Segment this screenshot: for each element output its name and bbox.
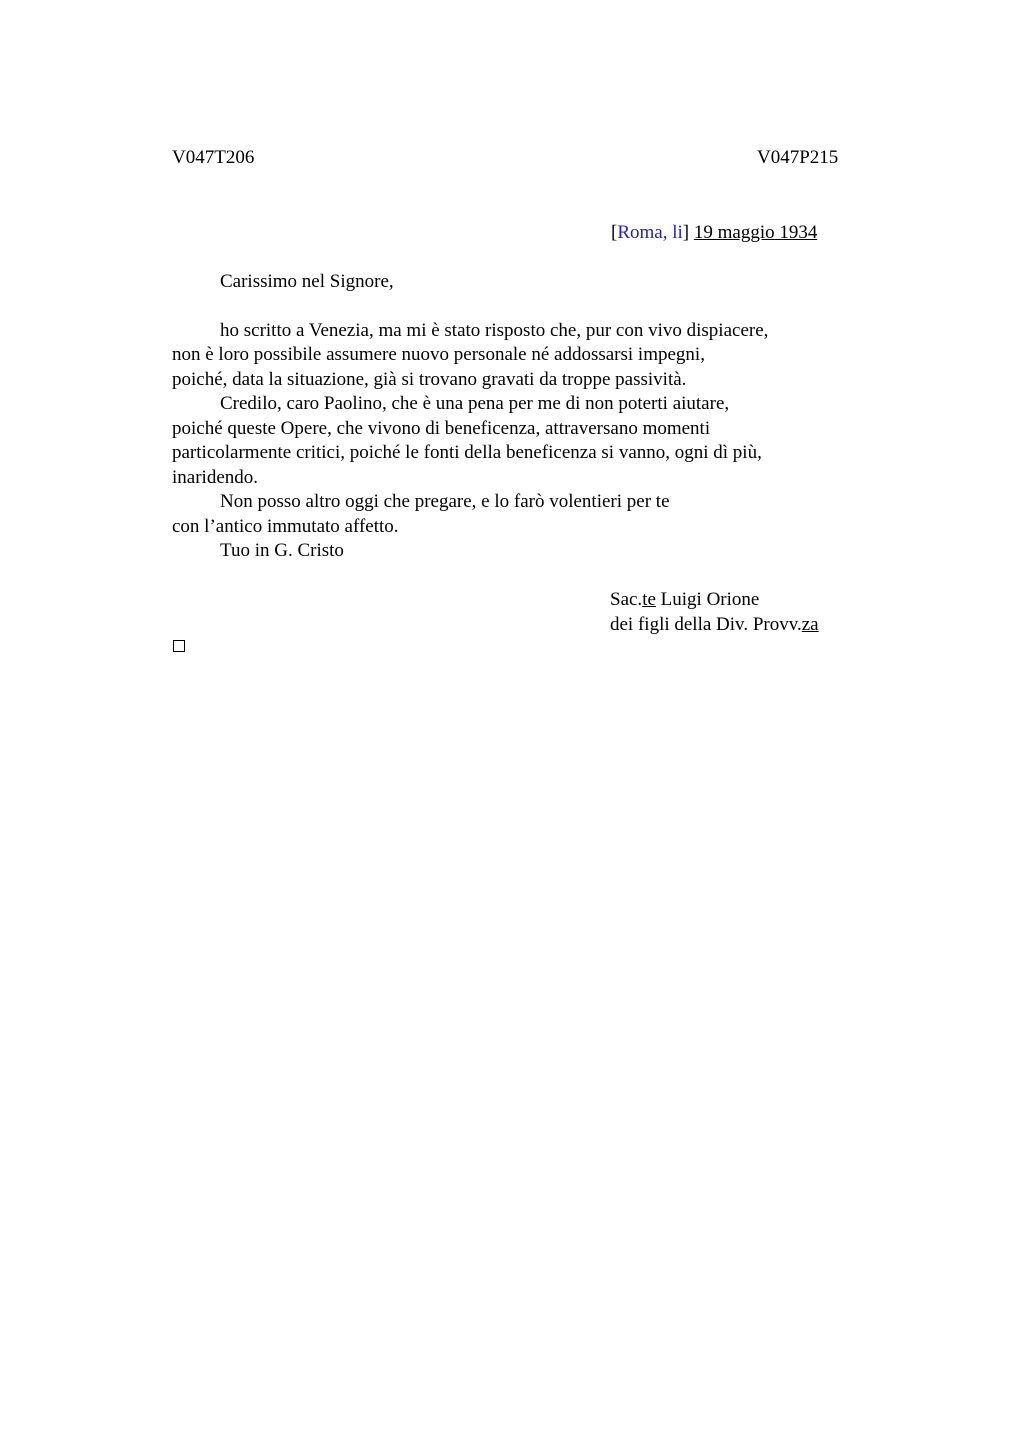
paragraph-2-line: poiché queste Opere, che vivono di beneficenza, attraversano momenti xyxy=(172,417,711,439)
paragraph-2-line: inaridendo. xyxy=(172,466,259,488)
signature-name: Luigi Orione xyxy=(655,589,760,610)
paragraph-gap xyxy=(172,295,872,319)
paragraph-1-line: poiché, data la situazione, già si trovano gravati da troppe passività. xyxy=(172,368,687,390)
dateline-open-bracket: [ xyxy=(611,222,618,243)
signature-title: Sac. xyxy=(610,589,643,610)
paragraph-2-line: particolarmente critici, poiché le fonti della beneficenza si vanno, ogni dì più, xyxy=(172,442,762,463)
signature-congregation-abbrev: za xyxy=(801,614,819,635)
dateline-close-bracket: ] xyxy=(682,222,690,243)
square-icon xyxy=(173,640,185,652)
signature-congregation: dei figli della Div. Provv. xyxy=(610,614,802,635)
signature-line-1 xyxy=(610,587,819,612)
signature-line-2 xyxy=(610,612,819,637)
signature-title-abbrev: te xyxy=(642,589,656,610)
paragraph-1-line: non è loro possibile assumere nuovo personale né addossarsi impegni, xyxy=(172,344,705,365)
dateline xyxy=(611,222,817,244)
letter-body xyxy=(172,270,872,564)
paragraph-3-line: Non posso altro oggi che pregare, e lo farò volentieri per te xyxy=(220,491,670,512)
dateline-place: Roma, li xyxy=(617,222,683,243)
closing: Tuo in G. Cristo xyxy=(220,540,344,561)
paragraph-1-line: ho scritto a Venezia, ma mi è stato risposto che, pur con vivo dispiacere, xyxy=(220,319,769,341)
signature-block xyxy=(610,587,819,637)
reference-code-right: V047P215 xyxy=(757,147,839,168)
salutation: Carissimo nel Signore, xyxy=(220,271,394,292)
reference-code-left: V047T206 xyxy=(172,147,255,168)
dateline-date: 19 maggio 1934 xyxy=(693,222,818,243)
paragraph-2-line: Credilo, caro Paolino, che è una pena per me di non poterti aiutare, xyxy=(220,393,730,414)
paragraph-3-line: con l’antico immutato affetto. xyxy=(172,515,399,537)
